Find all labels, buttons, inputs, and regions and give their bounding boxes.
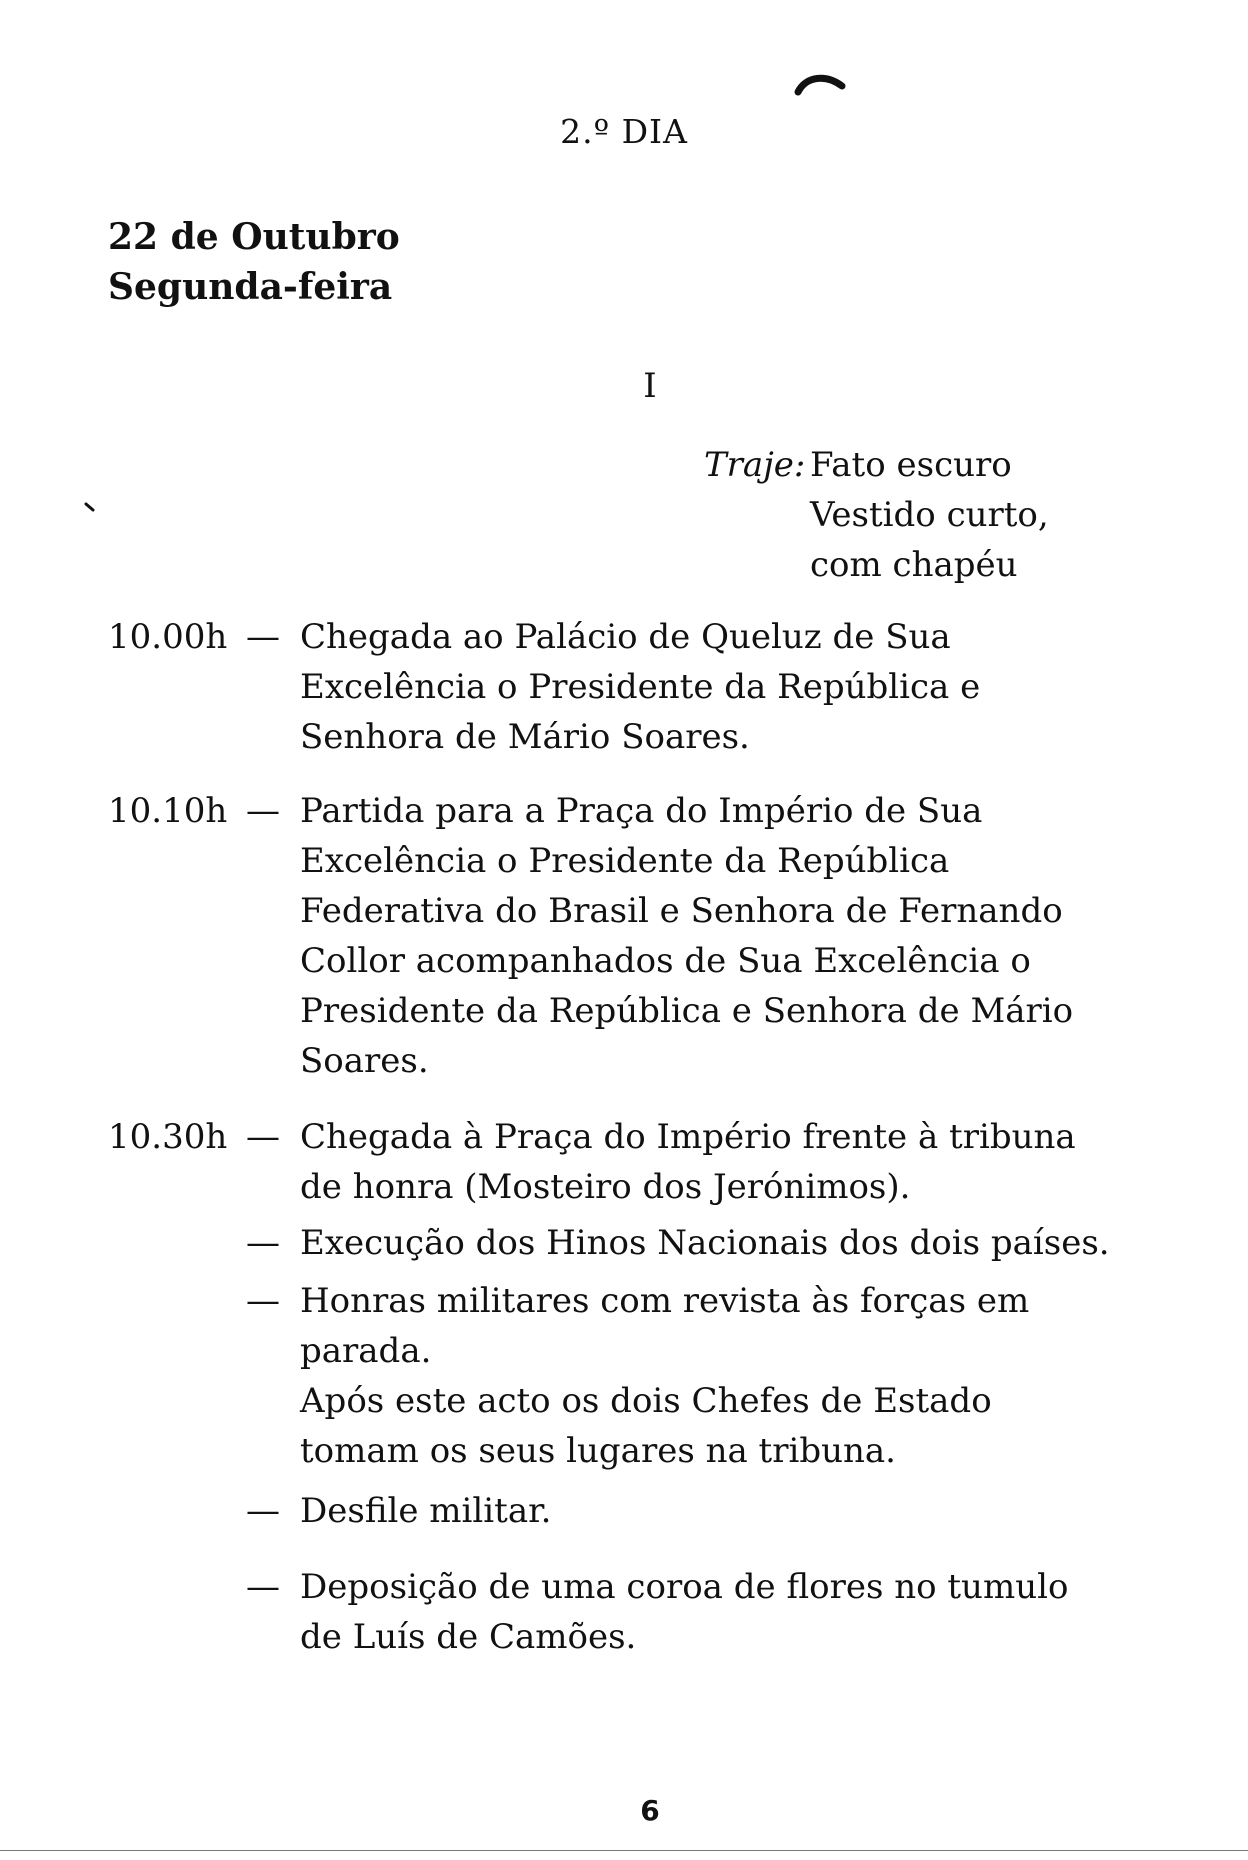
sub-item-line: Após este acto os dois Chefes de Estado	[300, 1381, 992, 1421]
schedule-dash: —	[246, 617, 280, 657]
schedule-entry-line: Partida para a Praça do Império de Sua	[300, 791, 983, 831]
schedule-entry-line: Chegada à Praça do Império frente à tribuna	[300, 1117, 1076, 1157]
schedule-entry-line: Collor acompanhados de Sua Excelência o	[300, 941, 1031, 981]
schedule-entry-line: Soares.	[300, 1041, 429, 1081]
sub-item-line: parada.	[300, 1331, 432, 1371]
dress-code-lines	[810, 440, 1049, 590]
dress-code-line: Vestido curto,	[810, 495, 1049, 535]
sub-item-line: Execução dos Hinos Nacionais dos dois países.	[300, 1223, 1110, 1263]
page-number: 6	[640, 1794, 660, 1827]
schedule-entry	[300, 1112, 1076, 1212]
schedule-dash: —	[246, 1117, 280, 1157]
date-block	[108, 212, 400, 312]
dress-code-line: Fato escuro	[810, 445, 1012, 485]
sub-item	[300, 1486, 551, 1536]
schedule-entry	[300, 612, 980, 762]
schedule-entry-line: Excelência o Presidente da República e	[300, 667, 981, 707]
sub-item-line: tomam os seus lugares na tribuna.	[300, 1431, 896, 1471]
dress-code-label: Traje:	[704, 445, 806, 485]
sub-item	[300, 1276, 1029, 1476]
page-title: 2.º DIA	[560, 112, 688, 151]
stray-tick-mark	[84, 502, 96, 514]
sub-item-dash: —	[246, 1567, 280, 1607]
sub-item	[300, 1218, 1110, 1268]
schedule-dash: —	[246, 791, 280, 831]
schedule-entry-line: de honra (Mosteiro dos Jerónimos).	[300, 1167, 911, 1207]
sub-item-line: Deposição de uma coroa de flores no tumulo	[300, 1567, 1069, 1607]
schedule-time: 10.10h	[108, 791, 228, 831]
date-weekday: Segunda-feira	[108, 266, 393, 308]
schedule-entry-line: Senhora de Mário Soares.	[300, 717, 750, 757]
schedule-entry-line: Presidente da República e Senhora de Mário	[300, 991, 1074, 1031]
ink-arc-mark	[790, 68, 850, 118]
schedule-time: 10.00h	[108, 617, 228, 657]
sub-item-dash: —	[246, 1281, 280, 1321]
schedule-time: 10.30h	[108, 1117, 228, 1157]
sub-item	[300, 1562, 1068, 1662]
date-day: 22 de Outubro	[108, 216, 400, 258]
bottom-divider	[0, 1850, 1248, 1851]
schedule-entry-line: Excelência o Presidente da República	[300, 841, 950, 881]
sub-item-line: Desfile militar.	[300, 1491, 552, 1531]
schedule-entry-line: Federativa do Brasil e Senhora de Fernando	[300, 891, 1063, 931]
sub-item-dash: —	[246, 1491, 280, 1531]
section-number: I	[643, 366, 657, 406]
sub-item-line: Honras militares com revista às forças em	[300, 1281, 1030, 1321]
dress-code-line: com chapéu	[810, 545, 1018, 585]
schedule-entry	[300, 786, 1073, 1086]
sub-item-dash: —	[246, 1223, 280, 1263]
schedule-entry-line: Chegada ao Palácio de Queluz de Sua	[300, 617, 951, 657]
sub-item-line: de Luís de Camões.	[300, 1617, 637, 1657]
